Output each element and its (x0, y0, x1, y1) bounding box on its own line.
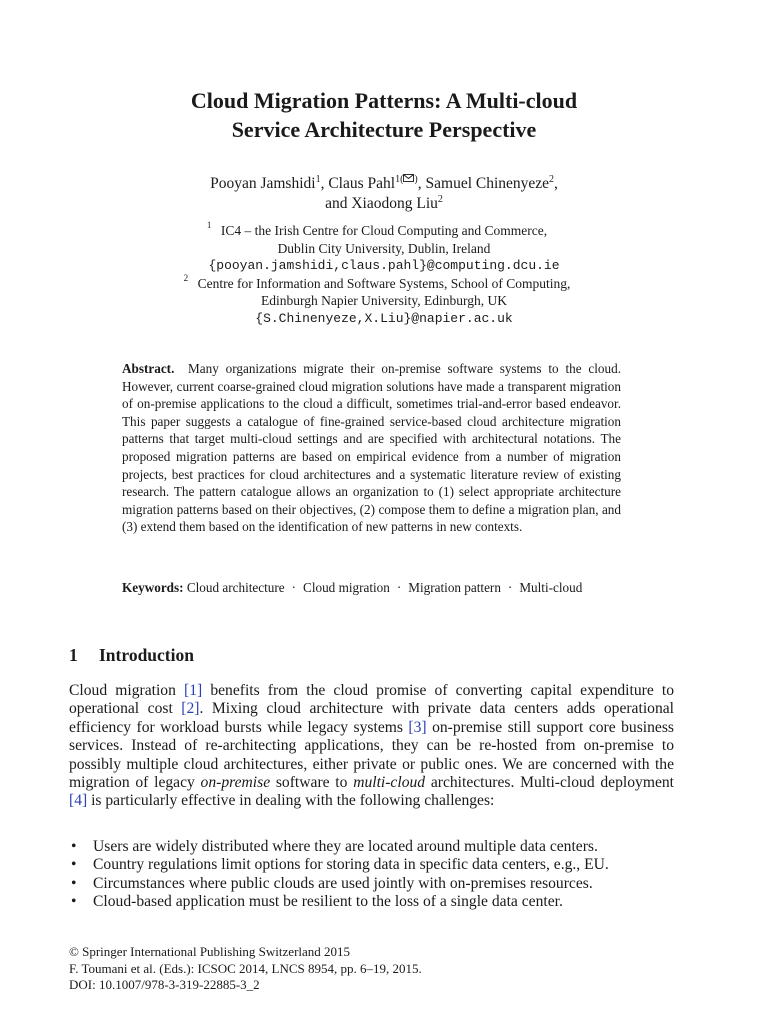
affiliation-2-line-1: 2 Centre for Information and Software Systems, School of Computing, (183, 272, 571, 291)
title-line-1: Cloud Migration Patterns: A Multi-cloud (190, 88, 578, 113)
affiliation-2-email[interactable]: {S.Chinenyeze,X.Liu}@napier.ac.uk (255, 310, 513, 326)
citation-link[interactable]: [2] (181, 700, 200, 718)
keyword: Cloud migration (303, 580, 390, 595)
author-affil-mark: 1( ) (395, 174, 418, 185)
author-affil-mark: 2 (437, 194, 443, 205)
citation-link[interactable]: [3] (408, 718, 427, 736)
affiliations (0, 222, 768, 327)
section-number: 1 (69, 645, 78, 665)
author-name: Claus Pahl (328, 175, 396, 193)
author-name: Samuel Chinenyeze (425, 175, 550, 193)
challenge-list (69, 838, 674, 912)
emphasis: on-premise (200, 774, 271, 792)
author-affil-mark: 1 (315, 174, 321, 185)
keywords-label: Keywords: (122, 580, 184, 595)
author-line-2 (0, 194, 768, 214)
keyword-separator: · (291, 580, 297, 595)
keywords (122, 579, 621, 597)
affiliation-1-email[interactable]: {pooyan.jamshidi,claus.pahl}@computing.dcu.ie (208, 258, 560, 273)
publication-footer (69, 944, 422, 994)
bullet-icon: • (71, 856, 77, 874)
citation-link[interactable]: [4] (69, 792, 88, 810)
section-heading (69, 644, 194, 666)
keyword: Migration pattern (408, 580, 501, 595)
list-item: • Users are widely distributed where they are located around multiple data centers. (71, 838, 598, 855)
keyword-separator: · (507, 580, 513, 595)
abstract (122, 360, 621, 536)
keyword: Multi-cloud (519, 580, 583, 595)
bullet-icon: • (71, 874, 77, 892)
affiliation-2-line-2: Edinburgh Napier University, Edinburgh, UK (260, 293, 508, 308)
intro-paragraph: Cloud migration [1] benefits from the cloud promise of converting capital expenditure to operational cost [2]. Mixing cloud architecture with private data centers adds operational efficiency for workload bursts while legacy systems [3] on-premise still support core business services. Instead of re-architecting applications, they can be re-hosted from on-premise to possibly multiple cloud architectures, either private or public ones. We are concerned with the migration of legacy on-premise software to multi-cloud architectures. Multi-cloud deployment [4] is particularly effective in dealing with the following challenges: (69, 682, 675, 810)
citation-line: F. Toumani et al. (Eds.): ICSOC 2014, LNCS 8954, pp. 6–19, 2015. (69, 960, 422, 976)
list-item: • Cloud-based application must be resilient to the loss of a single data center. (71, 893, 563, 911)
affiliation-1-line-1: 1 IC4 – the Irish Centre for Cloud Computing and Commerce, (206, 220, 548, 238)
author-name: Pooyan Jamshidi (210, 175, 316, 193)
list-item: • Country regulations limit options for storing data in specific data centers, e.g., EU. (71, 856, 609, 874)
section-title: Introduction (99, 645, 194, 665)
affiliation-1-line-2: Dublin City University, Dublin, Ireland (277, 240, 491, 256)
author-list (0, 174, 768, 214)
doi-line[interactable]: DOI: 10.1007/978-3-319-22885-3_2 (69, 977, 260, 992)
copyright-line: © Springer International Publishing Switzerland 2015 (69, 944, 351, 959)
bullet-icon: • (71, 838, 77, 855)
envelope-icon (403, 174, 414, 182)
emphasis: multi-cloud (353, 774, 426, 792)
author-name: and Xiaodong Liu (325, 195, 438, 213)
paper-title (0, 86, 768, 144)
abstract-label: Abstract. (122, 361, 175, 376)
list-item: • Circumstances where public clouds are used jointly with on-premises resources. (71, 874, 593, 892)
citation-link[interactable]: [1] (184, 682, 203, 699)
keyword-separator: · (396, 580, 402, 595)
bullet-icon: • (71, 893, 77, 911)
author-line-1: Pooyan Jamshidi$^1$, Claus Pahl$^{1( )}$, Samuel Chinenyeze$^2$, (210, 174, 558, 193)
title-line-2: Service Architecture Perspective (231, 117, 537, 142)
author-affil-mark: 2 (549, 174, 555, 185)
abstract-text: Many organizations migrate their on-premise software systems to the cloud. However, current coarse-grained cloud migration solutions have made a transparent migration of on-premise applications to the cloud a difficult, sometimes trial-and-error based endeavor. This paper suggests a catalogue of fine-grained service-based cloud architecture migration patterns that target multi-cloud settings and are specified with architectural notations. The proposed migration patterns are based on empirical evidence from a number of migration projects, best practices for cloud architectures and a systematic literature review of existing research. The pattern catalogue allows an organization to (1) select appropriate architecture migration patterns based on their objectives, (2) compose them to define a migration plan, and (3) extend them based on the identification of new patterns in new contexts. (122, 361, 621, 535)
keyword: Cloud architecture (186, 580, 285, 595)
